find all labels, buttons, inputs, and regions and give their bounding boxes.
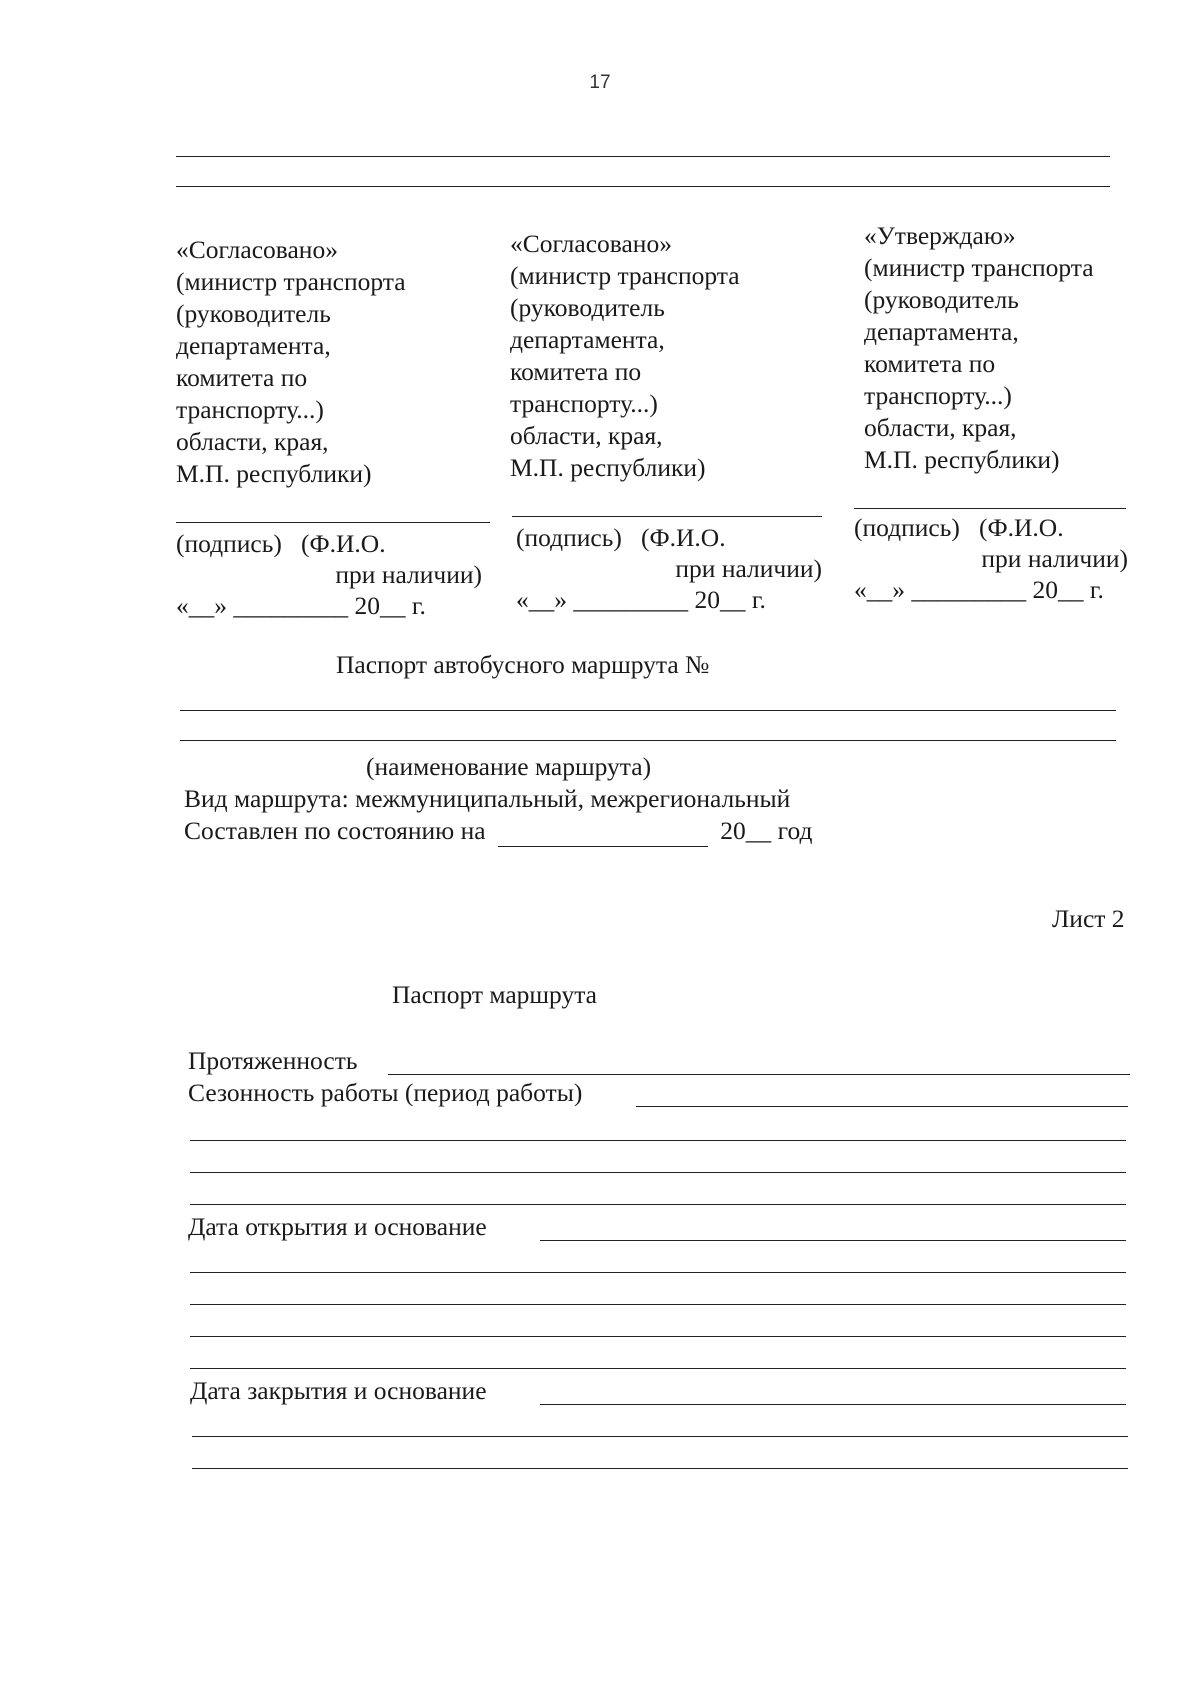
sheet-label: Лист 2 <box>1052 904 1125 933</box>
signature-line-2 <box>512 516 822 517</box>
signature-line-3 <box>854 508 1126 509</box>
length-label: Протяженность <box>188 1046 358 1075</box>
closing-extra-line-1 <box>192 1436 1128 1437</box>
signature-label: (подпись) <box>854 513 960 542</box>
fio-label: (Ф.И.О. <box>641 523 726 552</box>
route-type: Вид маршрута: межмуниципальный, межрегиональный <box>184 784 791 813</box>
date-line: «__» _________ 20__ г. <box>516 585 766 614</box>
signature-line-1 <box>176 522 490 523</box>
stamp-label: М.П. республики) <box>510 453 706 482</box>
approval-text-line: транспорту...) <box>176 395 324 424</box>
fio-tail: при наличии) <box>335 560 482 589</box>
approval-text-line: области, края, <box>176 427 329 456</box>
approval-text-line: (руководитель <box>510 293 665 322</box>
approval-text-line: комитета по <box>864 349 996 378</box>
season-extra-line-2 <box>190 1172 1126 1173</box>
closing-label: Дата закрытия и основание <box>190 1376 487 1405</box>
closing-extra-line-2 <box>192 1468 1128 1469</box>
closing-blank-line <box>540 1404 1126 1405</box>
route-name-caption: (наименование маршрута) <box>366 752 652 781</box>
signature-block-2 <box>516 522 822 615</box>
signature-block-3 <box>854 512 1128 605</box>
fio-label: (Ф.И.О. <box>301 529 386 558</box>
fio-label: (Ф.И.О. <box>979 513 1064 542</box>
approval-text-line: комитета по <box>510 357 642 386</box>
opening-extra-line-2 <box>190 1304 1126 1305</box>
length-blank-line <box>388 1074 1130 1075</box>
opening-blank-line <box>540 1240 1126 1241</box>
approval-text-line: (министр транспорта <box>510 261 740 290</box>
approval-block-1 <box>176 234 496 490</box>
season-label: Сезонность работы (период работы) <box>188 1078 583 1107</box>
opening-extra-line-4 <box>190 1368 1126 1369</box>
approval-text-line: транспорту...) <box>510 389 658 418</box>
compiled-date-blank <box>498 816 708 847</box>
signature-block-1 <box>176 528 482 621</box>
approval-text-line: (руководитель <box>176 299 331 328</box>
stamp-label: М.П. республики) <box>864 445 1060 474</box>
page-number: 17 <box>589 72 611 93</box>
signature-label: (подпись) <box>176 529 282 558</box>
top-blank-line-1 <box>176 156 1110 157</box>
approval-text-line: области, края, <box>510 421 663 450</box>
date-line: «__» _________ 20__ г. <box>176 591 426 620</box>
approval-block-3 <box>864 220 1144 476</box>
sheet-title: Паспорт маршрута <box>392 980 597 1009</box>
approval-text-line: комитета по <box>176 363 308 392</box>
approval-text-line: департамента, <box>864 317 1019 346</box>
opening-extra-line-1 <box>190 1272 1126 1273</box>
approval-text-line: (руководитель <box>864 285 1019 314</box>
opening-label: Дата открытия и основание <box>188 1212 487 1241</box>
approval-text-line: департамента, <box>176 331 331 360</box>
fio-tail: при наличии) <box>981 544 1128 573</box>
season-extra-line-3 <box>190 1204 1126 1205</box>
approval-text-line: (министр транспорта <box>176 267 406 296</box>
passport-title: Паспорт автобусного маршрута № <box>336 650 710 679</box>
top-blank-line-2 <box>176 186 1110 187</box>
approval-text-line: области, края, <box>864 413 1017 442</box>
approval-heading: «Согласовано» <box>176 235 338 264</box>
approval-text-line: транспорту...) <box>864 381 1012 410</box>
stamp-label: М.П. республики) <box>176 459 372 488</box>
fio-tail: при наличии) <box>675 554 822 583</box>
route-name-line-2 <box>180 740 1116 741</box>
approval-heading: «Утверждаю» <box>864 221 1016 250</box>
approval-text-line: (министр транспорта <box>864 253 1094 282</box>
approval-heading: «Согласовано» <box>510 229 672 258</box>
season-blank-line <box>636 1106 1128 1107</box>
approval-text-line: департамента, <box>510 325 665 354</box>
opening-extra-line-3 <box>190 1336 1126 1337</box>
compiled-date-row <box>184 816 812 847</box>
route-name-line-1 <box>180 710 1116 711</box>
compiled-year: 20__ год <box>720 816 813 845</box>
date-line: «__» _________ 20__ г. <box>854 575 1104 604</box>
season-extra-line-1 <box>190 1140 1126 1141</box>
compiled-label: Составлен по состоянию на <box>184 816 486 845</box>
approval-block-2 <box>510 228 830 484</box>
signature-label: (подпись) <box>516 523 622 552</box>
